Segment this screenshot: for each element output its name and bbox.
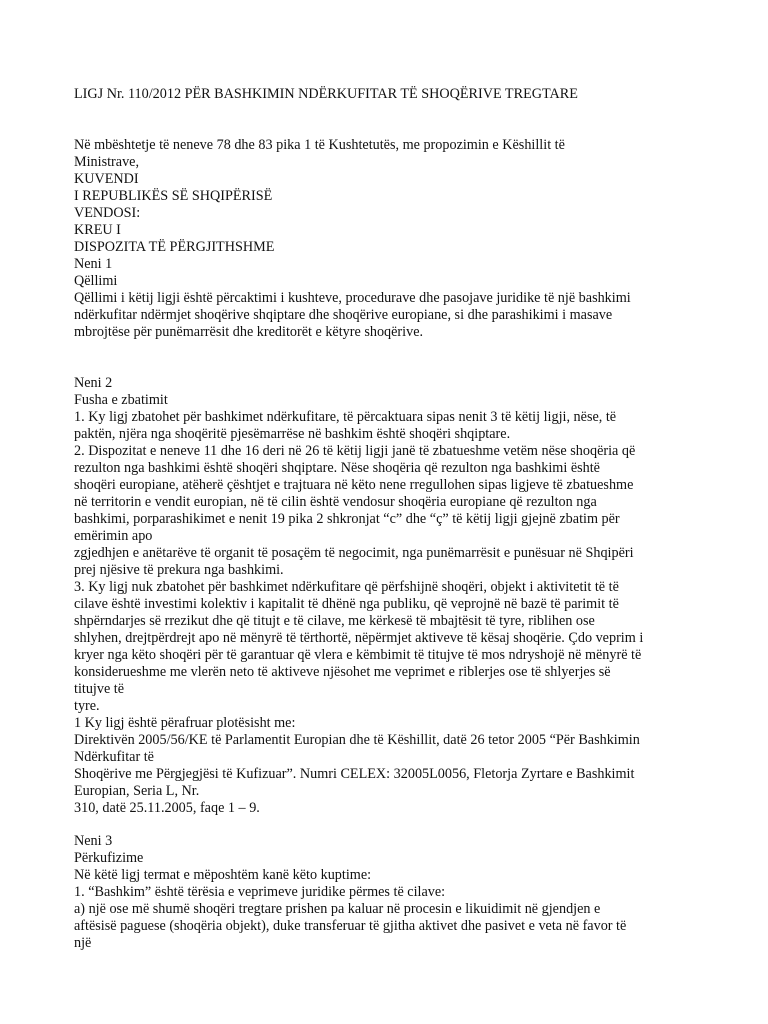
footnote-line: 310, datë 25.11.2005, faqe 1 – 9. [74, 800, 260, 816]
preamble-line: KUVENDI [74, 171, 139, 187]
article-heading: Neni 2 [74, 375, 113, 391]
article-text-line: a) një ose më shumë shoqëri tregtare prishen pa kaluar në procesin e likuidimit në gjendjen e [74, 901, 601, 917]
preamble-line: Ministrave, [74, 154, 140, 170]
document-title: LIGJ Nr. 110/2012 PËR BASHKIMIN NDËRKUFITAR TË SHOQËRIVE TREGTARE [74, 86, 578, 102]
footnote-line: Europian, Seria L, Nr. [74, 783, 200, 799]
article-text-line: 1. Ky ligj zbatohet për bashkimet ndërkufitare, të përcaktuara sipas nenit 3 të këtij ligji, nëse, të [74, 409, 617, 425]
article-text-line: shlyhen, drejtpërdrejt apo në mënyrë të tërthortë, nëpërmjet aktiveve të kësaj shoqërie. Çdo veprim i [74, 630, 644, 646]
article-text-line: paktën, njëra nga shoqëritë pjesëmarrëse në bashkim është shoqëri shqiptare. [74, 426, 511, 442]
article-text-line: shpërndarjes së rrezikut dhe që titujt e të cilave, me kërkesë të mbajtësit të tyre, riblihen ose [74, 613, 595, 629]
article-text-line: konsiderueshme me vlerën neto të aktiveve njësohet me veprimet e riblerjes ose të shlyerjes së [74, 664, 611, 680]
preamble-line: VENDOSI: [74, 205, 141, 221]
article-text-line: Qëllimi i këtij ligji është përcaktimi i kushteve, procedurave dhe pasojave juridike të një bashkimi [74, 290, 631, 306]
article-title: Përkufizime [74, 850, 144, 866]
article-title: Fusha e zbatimit [74, 392, 168, 408]
footnote-line: Direktivën 2005/56/KE të Parlamentit Europian dhe të Këshillit, datë 26 tetor 2005 “Për Bashkimin [74, 732, 640, 748]
article-text-line: tyre. [74, 698, 100, 714]
article-text-line: bashkimi, porparashikimet e nenit 19 pika 2 shkronjat “c” dhe “ç” të këtij ligji gjejnë zbatim për [74, 511, 620, 527]
article-text-line: një [74, 935, 92, 951]
article-text-line: kryer nga këto shoqëri për të garantuar që vlera e këmbimit të titujve të mos ndryshojë në mënyrë të [74, 647, 642, 663]
article-text-line: Në këtë ligj termat e mëposhtëm kanë këto kuptime: [74, 867, 372, 883]
article-text-line: mbrojtëse për punëmarrësit dhe kreditorët e këtyre shoqërive. [74, 324, 424, 340]
article-text-line: prej njësive të prekura nga bashkimi. [74, 562, 284, 578]
article-text-line: 3. Ky ligj nuk zbatohet për bashkimet ndërkufitare që përfshijnë shoqëri, objekt i aktivitetit të të [74, 579, 619, 595]
article-text-line: rezulton nga bashkimi është shoqëri shqiptare. Nëse shoqëria që rezulton nga bashkimi është [74, 460, 600, 476]
article-heading: Neni 1 [74, 256, 113, 272]
chapter-title: DISPOZITA TË PËRGJITHSHME [74, 239, 275, 255]
article-title: Qëllimi [74, 273, 118, 289]
footnote-line: Ndërkufitar të [74, 749, 154, 765]
article-text-line: 1. “Bashkim” është tërësia e veprimeve juridike përmes të cilave: [74, 884, 446, 900]
article-text-line: në territorin e vendit europian, në të cilin është vendosur shoqëria europiane që rezulton nga [74, 494, 597, 510]
article-text-line: zgjedhjen e anëtarëve të organit të posaçëm të negocimit, nga punëmarrësit e punësuar në Shqipëri [74, 545, 634, 561]
preamble-line: I REPUBLIKËS SË SHQIPËRISË [74, 188, 273, 204]
article-text-line: emërimin apo [74, 528, 153, 544]
article-heading: Neni 3 [74, 833, 113, 849]
footnote-line: Shoqërive me Përgjegjësi të Kufizuar”. Numri CELEX: 32005L0056, Fletorja Zyrtare e Bashkimit [74, 766, 635, 782]
article-text-line: aftësisë paguese (shoqëria objekt), duke transferuar të gjitha aktivet dhe pasivet e veta në favor të [74, 918, 627, 934]
footnote-line: 1 Ky ligj është përafruar plotësisht me: [74, 715, 296, 731]
chapter-heading: KREU I [74, 222, 121, 238]
article-text-line: titujve të [74, 681, 125, 697]
article-text-line: shoqëri europiane, atëherë çështjet e trajtuara në këto nene rregullohen sipas ligjeve të zbatueshme [74, 477, 634, 493]
article-text-line: ndërkufitar ndërmjet shoqërive shqiptare dhe shoqërive europiane, si dhe parashikimi i masave [74, 307, 613, 323]
article-text-line: 2. Dispozitat e neneve 11 dhe 16 deri në 26 të këtij ligji janë të zbatueshme vetëm nëse shoqëria që [74, 443, 636, 459]
article-text-line: cilave është investimi kolektiv i kapitalit të dhënë nga publiku, që veprojnë në bazë të parimit të [74, 596, 619, 612]
preamble-line: Në mbështetje të neneve 78 dhe 83 pika 1 të Kushtetutës, me propozimin e Këshillit të [74, 137, 565, 153]
